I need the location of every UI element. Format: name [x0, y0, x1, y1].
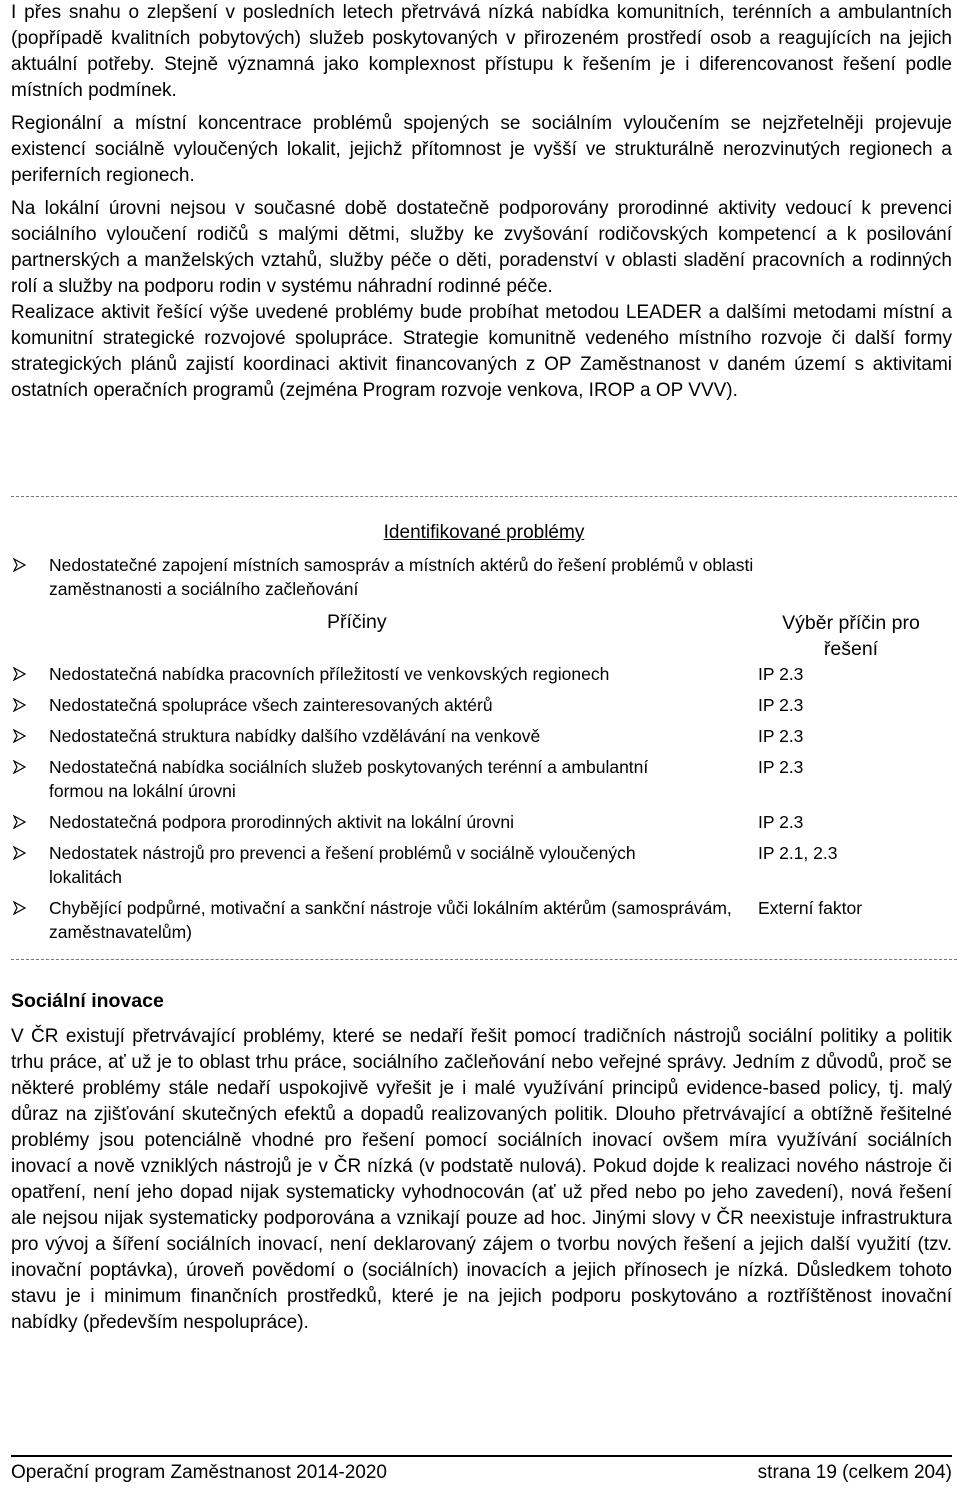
footer-program-title: Operační program Zaměstnanost 2014-2020: [11, 1462, 387, 1483]
paragraph-innovation: V ČR existují přetrvávající problémy, které se nedaří řešit pomocí tradičních nástrojů sociální politiky a politik trhu práce, ať už je to oblast trhu práce, sociálního začleňování nebo veřejné správy. Jedním z důvodů, proč se některé problémy stále nedaří uspokojivě vyřešit je i malé využívání principů evidence-based policy, tj. malý důraz na zjišťování skutečných efektů a dopadů realizovaných politik. Dlouho přetrvávající a obtížně řešitelné problémy jsou potenciálně vhodné pro řešení pomocí sociálních inovací ovšem míra využívání sociálních inovací a nově vzniklých nástrojů je v ČR nízká (v podstatě nulová). Pokud dojde k realizaci nového nástroje či opatření, není jeho dopad nijak systematicky vyhodnocován (ať už před nebo po jeho zavedení), nová řešení ale nejsou nijak systematicky podporována a vznikají pouze ad hoc. Jinými slovy v ČR neexistuje infrastruktura pro vývoj a šíření sociálních inovací, není deklarovaný zájem o tvorbu nových řešení a jejich další využití (tzv. inovační poptávka), úroveň povědomí o (sociálních) inovacích a jejich přínosech je nízká. Důsledkem tohoto stavu je i minimum finančních prostředků, které je na jejich podporu poskytováno a roztříštěnost inovační nabídky (především nespolupráce).: [11, 1026, 952, 1333]
paragraph-regional: Regionální a místní koncentrace problémů spojených se sociálním vyloučením se nejzřetelněji projevuje existencí sociálně vyloučených lokalit, jejichž přítomnost je vyšší ve strukturálně nerozvinutých regionech a periferních regionech.: [11, 113, 952, 186]
innovation-block: [11, 1024, 952, 1336]
cause-text: Nedostatek nástrojů pro prevenci a řešení problémů v sociálně vyloučených lokalitách: [49, 843, 636, 887]
arrow-bullet-icon: [13, 698, 27, 712]
top-text-block: [11, 0, 952, 404]
main-problem-text: Nedostatečné zapojení místních samospráv a místních aktérů do řešení problémů v oblasti zaměstnanosti a sociálního začleňování: [49, 555, 754, 599]
section-heading-innovation: Sociální inovace: [11, 990, 164, 1012]
footer-page-number: strana 19 (celkem 204): [757, 1462, 952, 1483]
arrow-bullet-icon: [13, 558, 27, 572]
arrow-bullet-icon: [13, 760, 27, 774]
arrow-bullet-icon: [13, 815, 27, 829]
paragraph-leader: Realizace aktivit řešící výše uvedené problémy bude probíhat metodou LEADER a dalšími metodami místní a komunitní strategické rozvojové spolupráce. Strategie komunitně vedeného místního rozvoje či další formy strategických plánů zajistí koordinaci aktivit financovaných z OP Zaměstnanost v daném území s aktivitami ostatních operačních programů (zejména Program rozvoje venkova, IROP a OP VVV).: [11, 302, 952, 401]
arrow-bullet-icon: [13, 729, 27, 743]
cause-value: IP 2.3: [758, 812, 804, 832]
cause-text: Nedostatečná struktura nabídky dalšího vzdělávání na venkově: [49, 726, 541, 746]
footer-rule: [11, 1455, 952, 1458]
cause-text: Nedostatečná podpora prorodinných aktivit na lokální úrovni: [49, 812, 515, 832]
cause-value: Externí faktor: [758, 898, 863, 918]
paragraph-local: Na lokální úrovni nejsou v současné době dostatečně podporovány prorodinné aktivity vedoucí k prevenci sociálního vyloučení rodičů s malými dětmi, služby ke zvyšování rodičovských kompetencí a k posilování partnerských a manželských vztahů, služby péče o děti, poradenství v oblasti sladění pracovních a rodinných rolí a služby na podporu rodin v systému náhradní rodinné péče.: [11, 198, 952, 297]
cause-text: Nedostatečná nabídka pracovních příležitostí ve venkovských regionech: [49, 664, 610, 684]
cause-text: Nedostatečná spolupráce všech zainteresovaných aktérů: [49, 695, 493, 715]
cause-value: IP 2.1, 2.3: [758, 843, 838, 863]
arrow-bullet-icon: [13, 846, 27, 860]
problems-box: [11, 496, 957, 960]
arrow-bullet-icon: [13, 667, 27, 681]
cause-value: IP 2.3: [758, 726, 804, 746]
cause-value: IP 2.3: [758, 664, 804, 684]
cause-value: IP 2.3: [758, 695, 804, 715]
causes-header: Příčiny: [327, 611, 387, 633]
cause-text: Nedostatečná nabídka sociálních služeb poskytovaných terénní a ambulantní formou na lokální úrovni: [49, 757, 649, 801]
paragraph-services: I přes snahu o zlepšení v posledních letech přetrvává nízká nabídka komunitních, terénních a ambulantních (popřípadě kvalitních pobytových) služeb poskytovaných v přirozeném prostředí osob a reagujících na jejich aktuální potřeby. Stejně významná jako komplexnost přístupu k řešením je i diferencovanost řešení podle místních podmínek.: [11, 2, 952, 101]
arrow-bullet-icon: [13, 901, 27, 915]
cause-text: Chybějící podpůrné, motivační a sankční nástroje vůči lokálním aktérům (samosprávám, zaměstnavatelům): [49, 898, 732, 942]
problems-box-title: Identifikované problémy: [383, 522, 585, 543]
cause-value: IP 2.3: [758, 757, 804, 777]
choice-header: Výběr příčin pro řešení: [782, 612, 920, 660]
